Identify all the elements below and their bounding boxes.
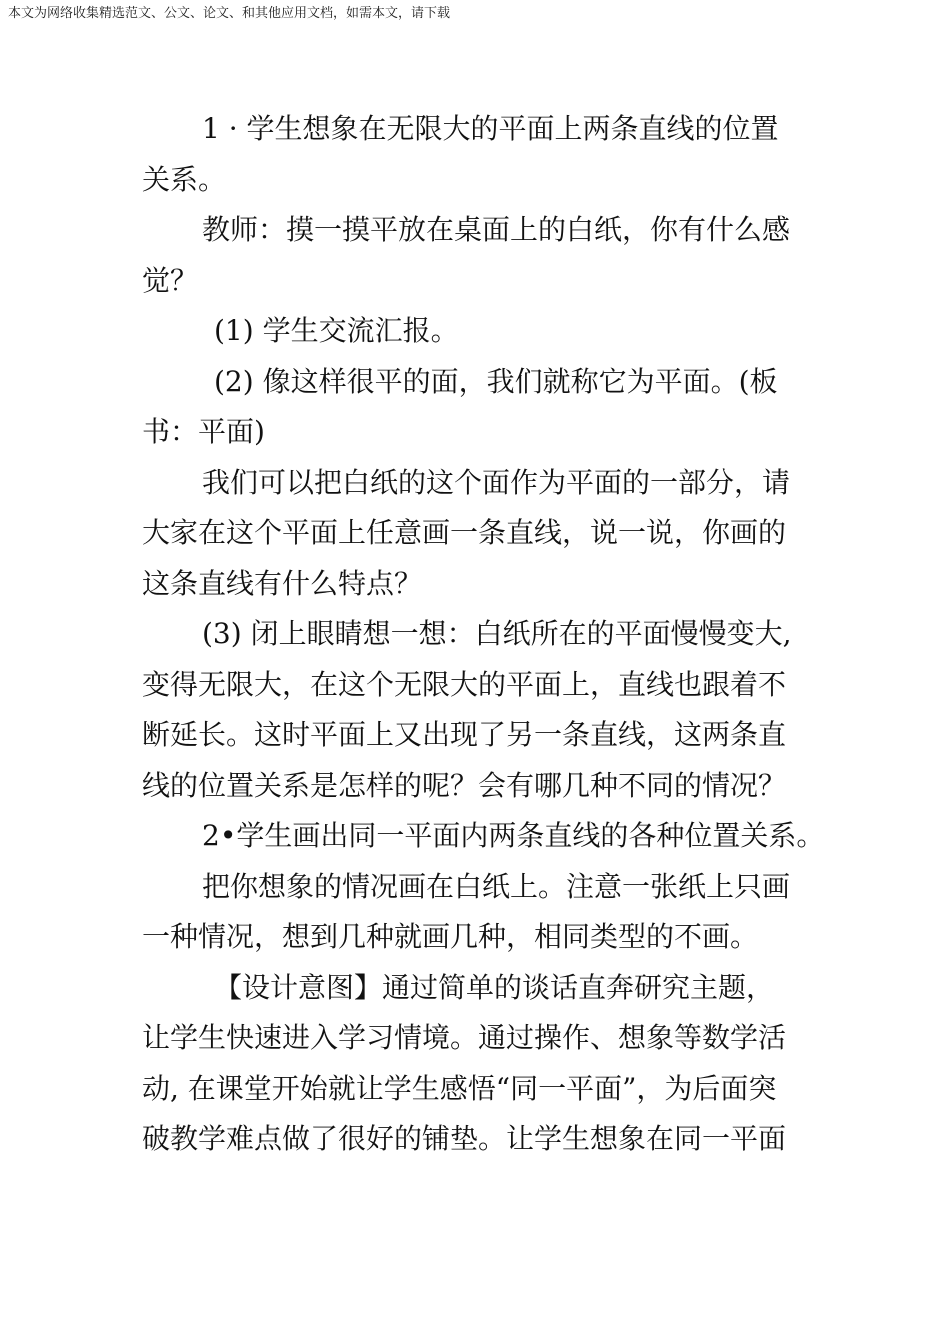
paragraph-line: 动, 在课堂开始就让学生感悟“同一平面”，为后面突	[142, 1071, 777, 1105]
paragraph-line: 书：平面)	[142, 415, 265, 448]
document-body	[142, 104, 825, 1165]
paragraph-line: 【设计意图】通过简单的谈话直奔研究主题，	[214, 970, 775, 1004]
paragraph-line: 把你想象的情况画在白纸上。注意一张纸上只画	[202, 869, 791, 903]
paragraph-line: 一种情况，想到几种就画几种，相同类型的不画。	[142, 920, 759, 953]
paragraph-line: 我们可以把白纸的这个面作为平面的一部分，请	[202, 465, 791, 499]
paragraph-line: 1 · 学生想象在无限大的平面上两条直线的位置	[202, 112, 779, 145]
paragraph-line: 这条直线有什么特点？	[142, 566, 423, 600]
header-note: 本文为网络收集精选范文、公文、论文、和其他应用文档，如需本文，请下载	[8, 6, 451, 21]
paragraph-line: (3) 闭上眼睛想一想：白纸所在的平面慢慢变大,	[202, 617, 792, 650]
paragraph-line: 2•学生画出同一平面内两条直线的各种位置关系。	[202, 819, 825, 852]
paragraph-line: 让学生快速进入学习情境。通过操作、想象等数学活	[142, 1021, 787, 1054]
paragraph-line: 破教学难点做了很好的铺垫。让学生想象在同一平面	[142, 1122, 787, 1155]
paragraph-line: (2) 像这样很平的面，我们就称它为平面。(板	[214, 364, 778, 398]
paragraph-line: 关系。	[142, 162, 227, 196]
paragraph-line: 觉？	[142, 263, 199, 297]
paragraph-line: 断延长。这时平面上又出现了另一条直线，这两条直	[142, 718, 787, 751]
paragraph-line: (1) 学生交流汇报。	[214, 314, 459, 347]
paragraph-line: 教师：摸一摸平放在桌面上的白纸，你有什么感	[202, 213, 791, 246]
paragraph-line: 大家在这个平面上任意画一条直线，说一说，你画的	[142, 516, 787, 549]
paragraph-line: 变得无限大，在这个无限大的平面上，直线也跟着不	[142, 667, 787, 701]
paragraph-line: 线的位置关系是怎样的呢？会有哪几种不同的情况？	[142, 768, 787, 802]
